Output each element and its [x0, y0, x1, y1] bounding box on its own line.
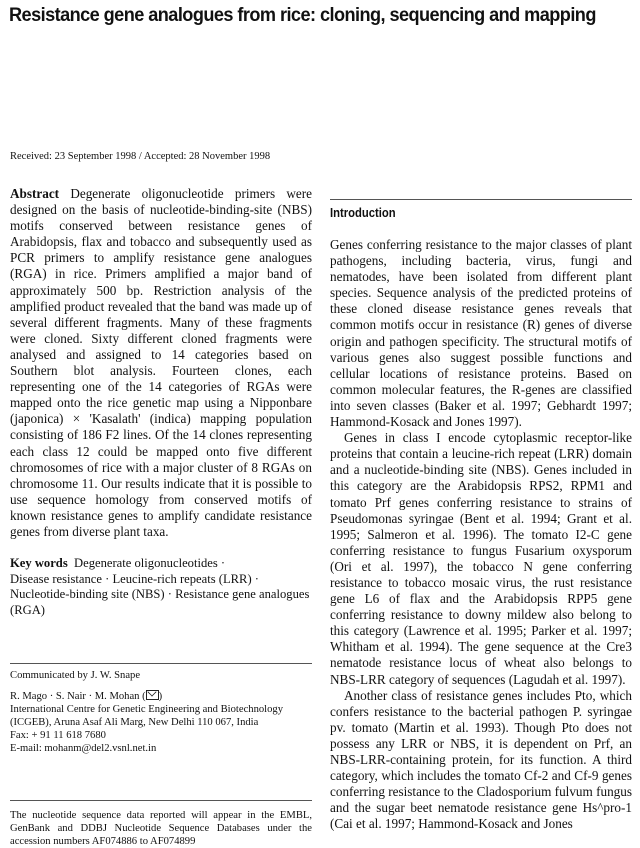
- affiliation-line: International Centre for Genetic Engineering and Biotechnology: [10, 704, 283, 716]
- keyword-item: Nucleotide-binding site (NBS): [10, 587, 165, 602]
- author-list: R. Mago · S. Nair · M. Mohan ( ): [10, 691, 163, 703]
- article-title: Resistance gene analogues from rice: cloning, sequencing and mapping: [9, 4, 596, 26]
- keyword-item: Leucine-rich repeats (LRR): [112, 571, 252, 586]
- abstract-label: Abstract: [10, 186, 60, 201]
- keyword-item: Disease resistance: [10, 571, 102, 586]
- divider: [330, 199, 632, 200]
- keywords-label: Key words: [10, 556, 68, 571]
- communicated-by: Communicated by J. W. Snape: [10, 670, 141, 682]
- affiliation-line: (ICGEB), Aruna Asaf Ali Marg, New Delhi 110 067, India: [10, 717, 259, 729]
- fax: Fax: + 91 11 618 7680: [10, 730, 106, 742]
- keywords: Key words Degenerate oligonucleotides · Disease resistance · Leucine-rich repeats (LRR) · Nucleotide-binding site (NBS) · Resistance gene analogues (RGA): [10, 556, 310, 617]
- keyword-item: Resistance gene analogues (RGA): [10, 587, 310, 617]
- keyword-item: Degenerate oligonucleotides: [74, 556, 218, 571]
- received-accepted-dates: Received: 23 September 1998 / Accepted: 28 November 1998: [10, 151, 271, 162]
- email[interactable]: E-mail: mohanm@del2.vsnl.net.in: [10, 743, 157, 755]
- sequence-data-note: The nucleotide sequence data reported will appear in the EMBL, GenBank and DDBJ Nucleotide Sequence Databases under the accession numbers AF074886 to AF074899: [10, 810, 312, 848]
- intro-paragraph: Genes in class I encode cytoplasmic receptor-like proteins that contain a leucine-rich repeat (LRR) domain and a nucleotide-binding site (NBS). Genes included in this category are the Arabidopsis RPS2, RPM1 and tomato Prf genes conferring resistance to strains of Pseudomonas syringae (Bent et al. 1994; Grant et al. 1995; Salmeron et al. 1996). The tomato I2-C gene conferring resistance to fungus Fusarium oxysporum (Ori et al. 1997), the tobacco N gene conferring resistance to tobacco mosaic virus, the rust resistance gene L6 of flax and the Arabidopsis RPP5 gene conferring resistance to downy mildew also belong to this category (Lawrence et al. 1995; Parker et al. 1997; Whitham et al. 1994). The gene sequence at the Cre3 nematode resistance locus of wheat also belongs to NBS-LRR category of sequences (Lagudah et al. 1997).: [330, 430, 632, 687]
- envelope-icon: [146, 690, 159, 700]
- author-name: M. Mohan: [94, 691, 140, 703]
- intro-paragraph: Genes conferring resistance to the major classes of plant pathogens, including bacteria, virus, fungi and nematodes, have been isolated from different plant species. Sequence analysis of the predicted proteins of these cloned disease resistance genes reveals that common motifs occur in resistance (R) genes of diverse origin and pathogen specificity. The structural motifs of various genes also suggest possible functions and cellular locations of resistance proteins. Based on common molecular features, the R-genes are classified into seven classes (Baker et al. 1997; Gebhardt 1997; Hammond-Kosack and Jones 1997).: [330, 237, 632, 430]
- abstract: [10, 186, 312, 540]
- intro-paragraph: Another class of resistance genes includes Pto, which confers resistance to the bacterial pathogen P. syringae pv. tomato (Martin et al. 1993). Though Pto does not possess any LRR or NBS, it is dependent on Prf, an NBS-LRR-containing protein, for its function. A third category, which includes the tomato Cf-2 and Cf-9 genes conferring resistance to the Cladosporium fulvum fungus and the sugar beet nematode resistance gene Hs^pro-1 (Cai et al. 1997; Hammond-Kosack and Jones: [330, 687, 632, 832]
- divider: [10, 663, 312, 664]
- section-heading-introduction: Introduction: [330, 206, 396, 220]
- author-name: R. Mago: [10, 691, 48, 703]
- divider: [10, 800, 312, 801]
- right-column: [330, 186, 632, 832]
- left-column: [10, 186, 312, 848]
- abstract-text: Degenerate oligonucleotide primers were designed on the basis of nucleotide-binding-site (NBS) motifs conserved between resistance genes of Arabidopsis, flax and tobacco and subsequently used as PCR primers to amplify resistance gene analogues (RGA) in rice. Primers amplified a major band of approximately 500 bp. Restriction analysis of the amplified product revealed that the band was made up of several different fragments. Many of these fragments were cloned. Sixty different cloned fragments were analysed and assigned to 14 categories based on Southern blot analysis. Fourteen clones, each representing one of the 14 categories of RGAs were mapped onto the rice genetic map using a Nipponbare (japonica) × 'Kasalath' (indica) mapping population consisting of 186 F2 lines. Of the 14 clones representing each class 12 could be mapped onto five different chromosomes of rice with a major cluster of 8 RGAs on chromosome 11. Our results indicate that it is possible to use sequence homology from conserved motifs of known resistance genes to amplify candidate resistance genes from diverse plant taxa.: [10, 186, 312, 539]
- author-name: S. Nair: [55, 691, 86, 703]
